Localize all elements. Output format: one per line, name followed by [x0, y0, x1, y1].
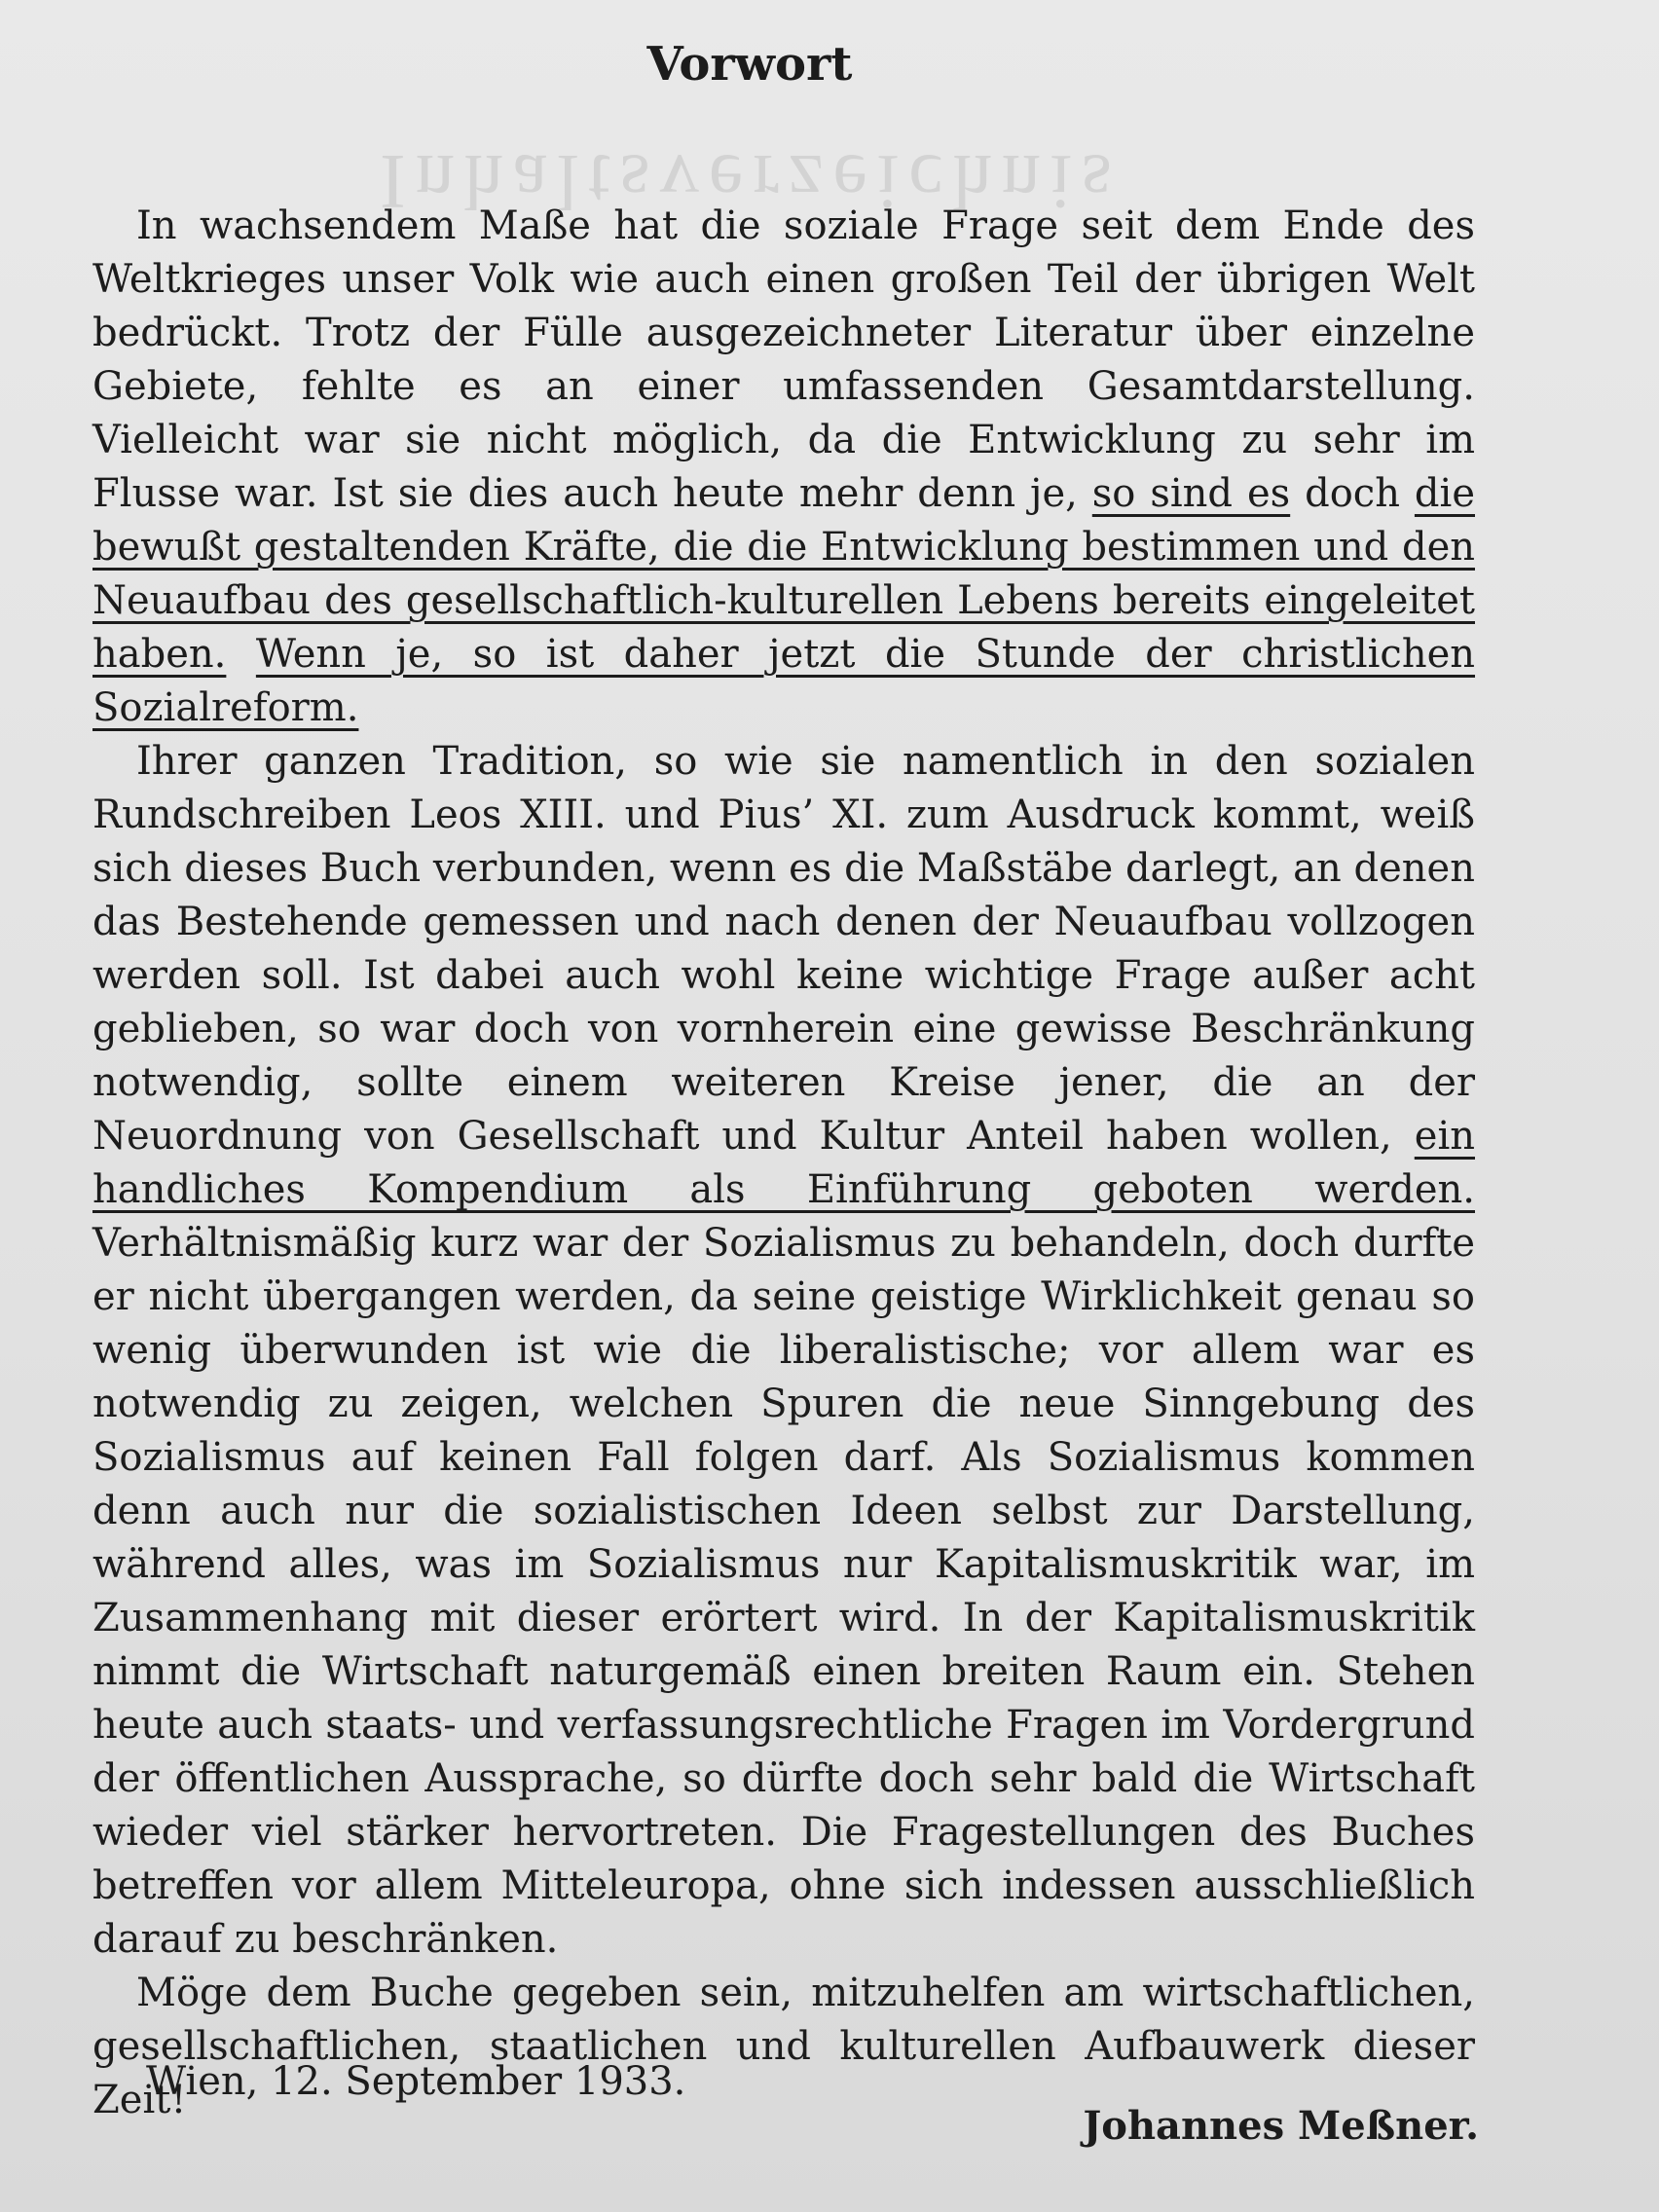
underlined-phrase: Wenn je, so ist daher jetzt die Stunde der christlichen Sozialreform. [92, 632, 1476, 730]
underlined-phrase: ein handliches Kompendium als Einführung geboten werden. [92, 1114, 1475, 1212]
text-run [226, 632, 256, 677]
text-run: Verhältnismäßig kurz war der Sozialismus zu behandeln, doch durfte er nicht übergangen werden, da seine geistige Wirklichkeit genau so wenig überwunden ist wie die liberalistische; vor allem war es notwendig zu zeigen, welchen Spuren die neue Sinngebung des Sozialismus auf keinen Fall folgen darf. Als Sozialismus kommen denn auch nur die sozialistischen Ideen selbst zur Darstellung, während alles, was im Sozialismus nur Kapitalismuskritik war, im Zusammenhang mit dieser erörtert wird. In der Kapitalismuskritik nimmt die Wirtschaft naturgemäß einen breiten Raum ein. Stehen heute auch staats- und verfassungsrechtliche Fragen im Vordergrund der öffentlichen Aussprache, so dürfte doch sehr bald die Wirtschaft wieder viel stärker hervortreten. Die Fragestellungen des Buches betreffen vor allem Mitteleuropa, ohne sich indessen ausschließlich darauf zu beschränken. [92, 1221, 1475, 1962]
underlined-phrase: so sind es [1091, 471, 1291, 516]
paragraph-1 [92, 200, 1475, 735]
paragraph-2 [92, 735, 1475, 1967]
page-title: Vorwort [646, 37, 853, 92]
text-run: In wachsendem Maße hat die soziale Frage seit dem Ende des Weltkrieges unser Volk wie auch einen großen Teil der übrigen Welt bedrückt. Trotz der Fülle ausgezeichneter Literatur über einzelne Gebiete, fehlte es an einer umfassenden Gesamtdarstellung. Vielleicht war sie nicht möglich, da die Entwicklung zu sehr im Flusse war. Ist sie dies auch heute mehr denn je, [92, 203, 1475, 516]
text-run: doch [1290, 471, 1415, 516]
paragraph-3: Möge dem Buche gegeben sein, mitzuhelfen am wirtschaftlichen, gesellschaftlichen, staatlichen und kulturellen Aufbauwerk dieser Zeit! [92, 1971, 1475, 2122]
body-text [92, 200, 1475, 2127]
underlined-phrase: die bewußt gestaltenden Kräfte, die die Entwicklung bestimmen und den Neuaufbau des gesellschaftlich-kulturellen Lebens bereits eingeleitet haben. [92, 471, 1475, 677]
text-run: Ihrer ganzen Tradition, so wie sie namentlich in den sozialen Rundschreiben Leos XIII. und Pius’ XI. zum Ausdruck kommt, weiß sich dieses Buch verbunden, wenn es die Maßstäbe darlegt, an denen das Bestehende gemessen und nach denen der Neuaufbau vollzogen werden soll. Ist dabei auch wohl keine wichtige Frage außer acht geblieben, so war doch von vornherein eine gewisse Beschränkung notwendig, sollte einem weiteren Kreise jener, die an der Neuordnung von Gesellschaft und Kultur Anteil haben wollen, [92, 739, 1475, 1159]
dateline: Wien, 12. September 1933. [146, 2059, 686, 2104]
bleed-through-text: Inhaltsverzeichnis [380, 138, 1122, 224]
author-signature: Johannes Meßner. [1083, 2103, 1479, 2149]
